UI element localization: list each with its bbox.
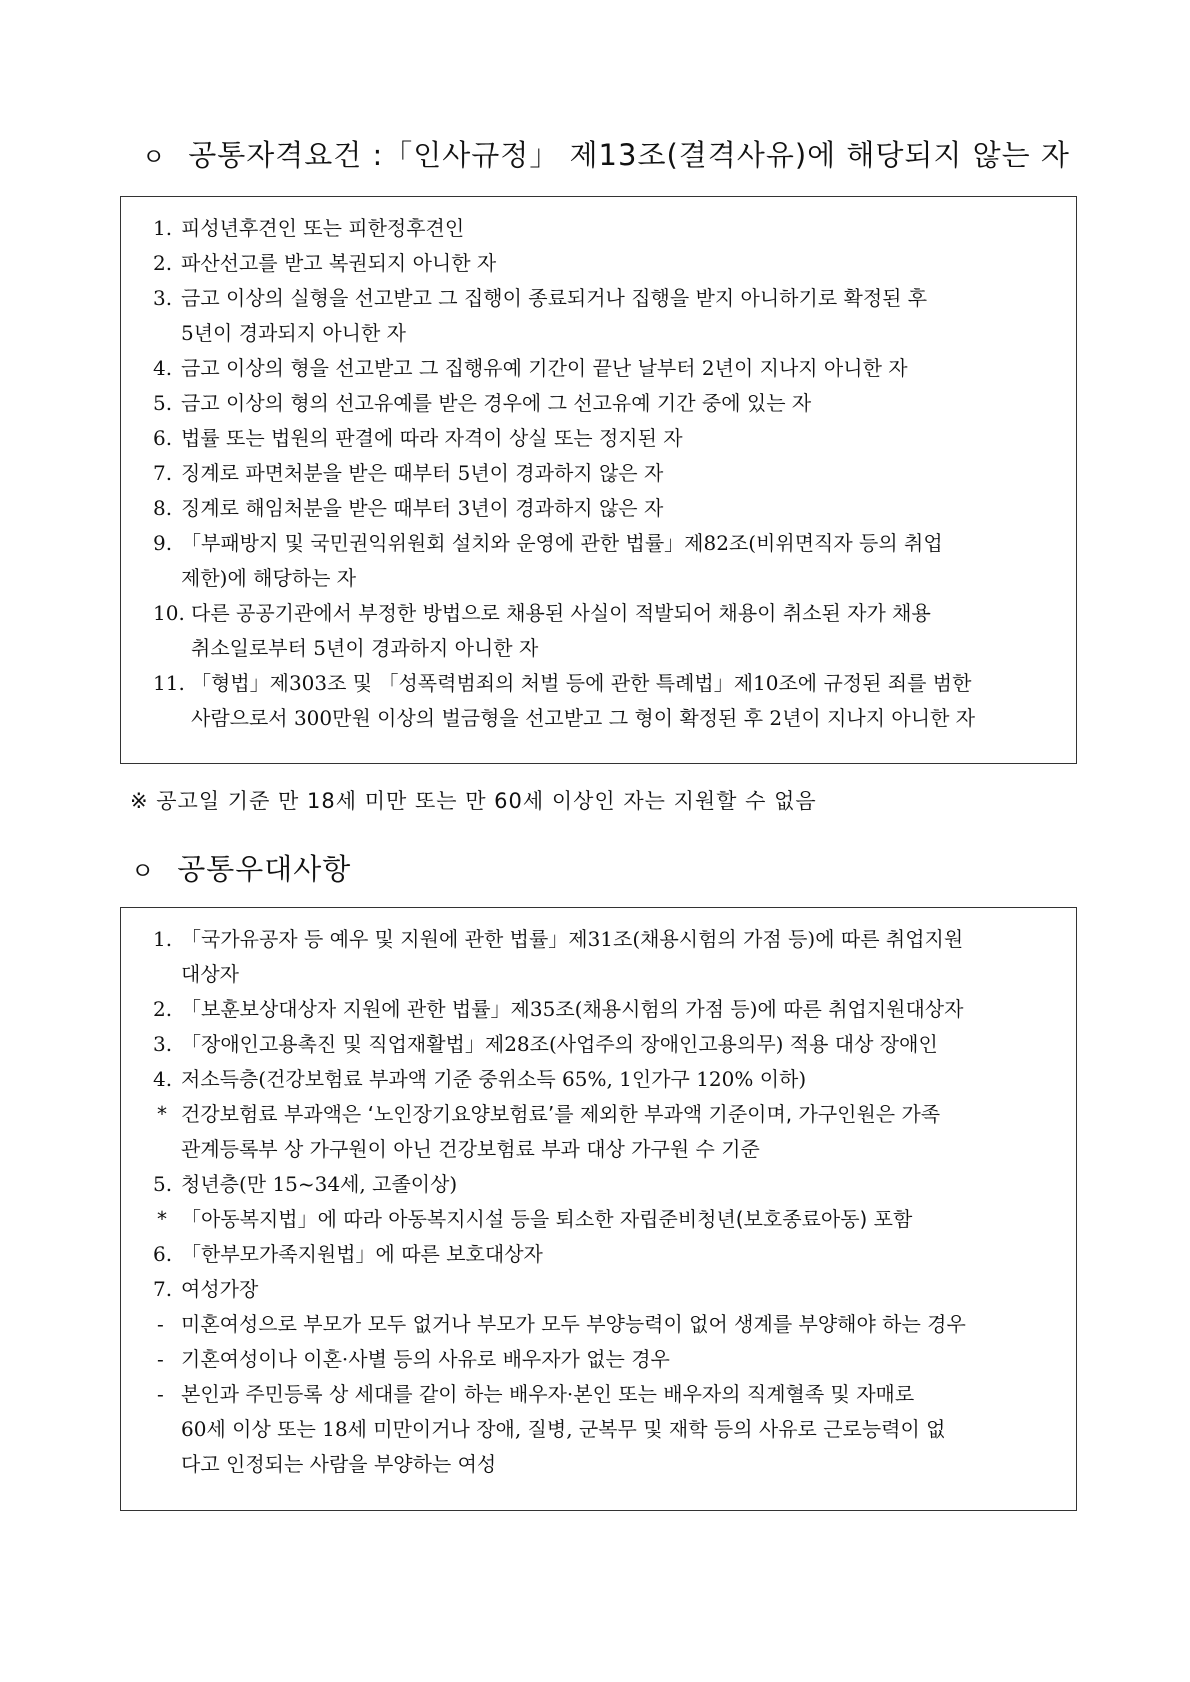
item-marker: 1.: [153, 927, 173, 951]
item-line: 제한)에 해당하는 자: [181, 566, 357, 590]
preference-list: [153, 922, 1066, 1482]
list-item: [153, 666, 1066, 736]
list-item: [153, 1027, 1066, 1062]
item-text: [181, 1062, 1066, 1097]
section1-title: 공통자격요건 :「인사규정」 제13조(결격사유)에 해당되지 않는 자: [188, 138, 1070, 172]
item-marker: 10.: [153, 601, 185, 625]
item-line: 취소일로부터 5년이 경과하지 아니한 자: [191, 636, 539, 660]
list-item: [153, 456, 1066, 491]
item-text: [181, 386, 1066, 421]
list-item: [153, 351, 1066, 386]
item-marker: 4.: [153, 356, 173, 380]
item-line: 금고 이상의 형을 선고받고 그 집행유예 기간이 끝난 날부터 2년이 지나지 아니한 자: [181, 356, 908, 380]
section1-heading: [142, 133, 1070, 174]
list-sub-item: [153, 1377, 1066, 1482]
item-line: 5년이 경과되지 아니한 자: [181, 321, 406, 345]
list-item: [153, 1272, 1066, 1307]
item-line: 「형법」제303조 및 「성폭력범죄의 처벌 등에 관한 특례법」제10조에 규정된 죄를 범한: [191, 671, 972, 695]
item-line: 금고 이상의 형의 선고유예를 받은 경우에 그 선고유예 기간 중에 있는 자: [181, 391, 812, 415]
item-line: 60세 이상 또는 18세 미만이거나 장애, 질병, 군복무 및 재학 등의 사유로 근로능력이 없: [181, 1417, 946, 1441]
item-line: 「장애인고용촉진 및 직업재활법」제28조(사업주의 장애인고용의무) 적용 대상 장애인: [181, 1032, 938, 1056]
list-item: [153, 386, 1066, 421]
item-marker: 1.: [153, 216, 173, 240]
item-text: [181, 351, 1066, 386]
item-marker: 7.: [153, 461, 173, 485]
item-text: [181, 1377, 1066, 1482]
list-item: [153, 922, 1066, 992]
item-line: 금고 이상의 실형을 선고받고 그 집행이 종료되거나 집행을 받지 아니하기로 확정된 후: [181, 286, 928, 310]
item-line: 본인과 주민등록 상 세대를 같이 하는 배우자·본인 또는 배우자의 직계혈족 및 자매로: [181, 1382, 915, 1406]
list-item: [153, 1167, 1066, 1202]
item-text: [181, 1237, 1066, 1272]
item-line: 다고 인정되는 사람을 부양하는 여성: [181, 1452, 497, 1476]
item-line: 미혼여성으로 부모가 모두 없거나 부모가 모두 부양능력이 없어 생계를 부양해야 하는 경우: [181, 1312, 966, 1336]
item-text: [191, 596, 1066, 666]
item-line: 「보훈보상대상자 지원에 관한 법률」제35조(채용시험의 가점 등)에 따른 취업지원대상자: [181, 997, 964, 1021]
item-text: [181, 526, 1066, 596]
list-sub-item: [153, 1202, 1066, 1237]
item-marker: -: [157, 1382, 164, 1406]
item-text: [181, 1342, 1066, 1377]
item-text: [181, 211, 1066, 246]
item-marker: 7.: [153, 1277, 173, 1301]
item-text: [181, 1202, 1066, 1237]
list-item: [153, 992, 1066, 1027]
item-text: [181, 281, 1066, 351]
item-line: 「부패방지 및 국민권익위원회 설치와 운영에 관한 법률」제82조(비위면직자 등의 취업: [181, 531, 943, 555]
item-line: 대상자: [181, 962, 239, 986]
item-marker: -: [157, 1312, 164, 1336]
item-text: [181, 1272, 1066, 1307]
item-text: [181, 246, 1066, 281]
list-item: [153, 596, 1066, 666]
item-marker: 4.: [153, 1067, 173, 1091]
list-item: [153, 1062, 1066, 1097]
item-marker: 8.: [153, 496, 173, 520]
item-line: 사람으로서 300만원 이상의 벌금형을 선고받고 그 형이 확정된 후 2년이 지나지 아니한 자: [191, 706, 976, 730]
list-item: [153, 1237, 1066, 1272]
item-text: [181, 922, 1066, 992]
item-line: 법률 또는 법원의 판결에 따라 자격이 상실 또는 정지된 자: [181, 426, 683, 450]
item-line: 「아동복지법」에 따라 아동복지시설 등을 퇴소한 자립준비청년(보호종료아동) 포함: [181, 1207, 913, 1231]
item-line: 징계로 파면처분을 받은 때부터 5년이 경과하지 않은 자: [181, 461, 664, 485]
item-line: 「한부모가족지원법」에 따른 보호대상자: [181, 1242, 543, 1266]
item-text: [181, 1167, 1066, 1202]
item-text: [181, 1027, 1066, 1062]
list-sub-item: [153, 1342, 1066, 1377]
item-text: [191, 666, 1066, 736]
item-line: 파산선고를 받고 복권되지 아니한 자: [181, 251, 497, 275]
item-marker: -: [157, 1347, 164, 1371]
list-sub-item: [153, 1097, 1066, 1167]
item-marker: 5.: [153, 391, 173, 415]
item-marker: *: [157, 1102, 167, 1126]
disqualification-list: [153, 211, 1066, 736]
item-marker: 3.: [153, 286, 173, 310]
item-line: 징계로 해임처분을 받은 때부터 3년이 경과하지 않은 자: [181, 496, 664, 520]
item-text: [181, 421, 1066, 456]
item-text: [181, 992, 1066, 1027]
list-item: [153, 246, 1066, 281]
item-marker: 6.: [153, 426, 173, 450]
item-line: 피성년후견인 또는 피한정후견인: [181, 216, 465, 240]
item-line: 관계등록부 상 가구원이 아닌 건강보험료 부과 대상 가구원 수 기준: [181, 1137, 760, 1161]
item-marker: 9.: [153, 531, 173, 555]
section2-heading: [131, 847, 351, 888]
item-text: [181, 1307, 1066, 1342]
item-text: [181, 456, 1066, 491]
section2-title: 공통우대사항: [177, 852, 352, 886]
item-marker: *: [157, 1207, 167, 1231]
item-marker: 6.: [153, 1242, 173, 1266]
list-item: [153, 421, 1066, 456]
section2-bullet: ㅇ: [131, 857, 156, 885]
disqualification-box: [120, 196, 1077, 764]
item-line: 건강보험료 부과액은 ‘노인장기요양보험료’를 제외한 부과액 기준이며, 가구인원은 가족: [181, 1102, 941, 1126]
list-item: [153, 211, 1066, 246]
item-line: 「국가유공자 등 예우 및 지원에 관한 법률」제31조(채용시험의 가점 등)에 따른 취업지원: [181, 927, 964, 951]
item-line: 청년층(만 15~34세, 고졸이상): [181, 1172, 458, 1196]
preference-box: [120, 907, 1077, 1511]
list-item: [153, 281, 1066, 351]
list-sub-item: [153, 1307, 1066, 1342]
item-line: 여성가장: [181, 1277, 259, 1301]
item-marker: 2.: [153, 997, 173, 1021]
list-item: [153, 526, 1066, 596]
section1-bullet: ㅇ: [142, 143, 167, 171]
item-line: 기혼여성이나 이혼·사별 등의 사유로 배우자가 없는 경우: [181, 1347, 670, 1371]
item-marker: 3.: [153, 1032, 173, 1056]
item-marker: 5.: [153, 1172, 173, 1196]
item-line: 다른 공공기관에서 부정한 방법으로 채용된 사실이 적발되어 채용이 취소된 자가 채용: [191, 601, 931, 625]
item-text: [181, 1097, 1066, 1167]
age-notice: ※ 공고일 기준 만 18세 미만 또는 만 60세 이상인 자는 지원할 수 없음: [130, 789, 817, 813]
item-marker: 2.: [153, 251, 173, 275]
item-text: [181, 491, 1066, 526]
list-item: [153, 491, 1066, 526]
item-marker: 11.: [153, 671, 185, 695]
item-line: 저소득층(건강보험료 부과액 기준 중위소득 65%, 1인가구 120% 이하): [181, 1067, 807, 1091]
